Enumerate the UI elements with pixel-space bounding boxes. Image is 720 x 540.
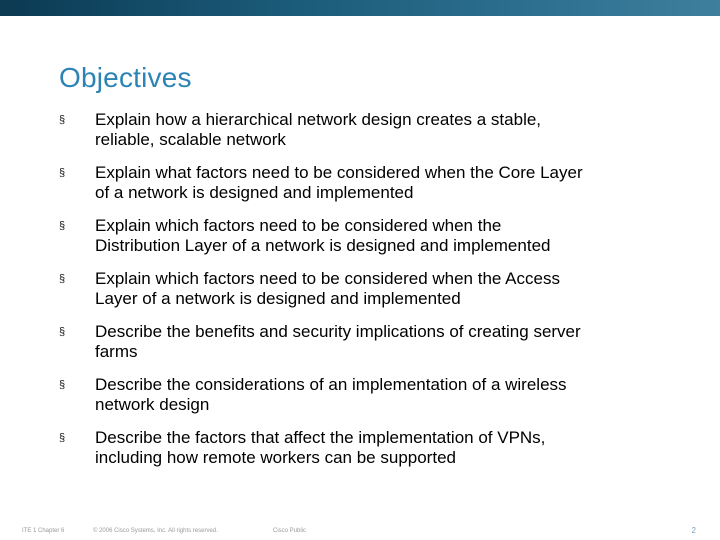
bullet-line: Explain which factors need to be considered when the (95, 216, 502, 235)
footer-course-label: ITE 1 Chapter 6 (22, 528, 65, 534)
bullet-line: Layer of a network is designed and implemented (95, 289, 461, 308)
bullet-marker-icon: § (59, 273, 66, 285)
list-item (59, 163, 679, 203)
list-item (59, 375, 679, 415)
bullet-line: network design (95, 395, 210, 414)
bullet-marker-icon: § (59, 220, 66, 232)
list-item (59, 428, 679, 468)
bullet-line: Explain what factors need to be considered when the Core Layer (95, 163, 583, 182)
bullet-line: Describe the benefits and security implications of creating server (95, 322, 581, 341)
bullet-marker-icon: § (59, 379, 66, 391)
list-item (59, 269, 679, 309)
bullet-marker-icon: § (59, 326, 66, 338)
bullet-line: Explain which factors need to be considered when the Access (95, 269, 560, 288)
list-item (59, 322, 679, 362)
bullet-marker-icon: § (59, 114, 66, 126)
list-item (59, 216, 679, 256)
bullet-line: Describe the considerations of an implementation of a wireless (95, 375, 567, 394)
bullet-marker-icon: § (59, 167, 66, 179)
bullet-line: farms (95, 342, 138, 361)
list-item (59, 110, 679, 150)
bullet-line: reliable, scalable network (95, 130, 286, 149)
bullet-line: including how remote workers can be supported (95, 448, 456, 467)
footer-copyright: © 2006 Cisco Systems, Inc. All rights reserved. (93, 528, 218, 534)
bullet-line: of a network is designed and implemented (95, 183, 414, 202)
objectives-list (59, 110, 679, 481)
bullet-line: Distribution Layer of a network is designed and implemented (95, 236, 551, 255)
bullet-line: Explain how a hierarchical network design creates a stable, (95, 110, 542, 129)
bullet-marker-icon: § (59, 432, 66, 444)
top-banner (0, 0, 720, 16)
page-number: 2 (691, 526, 696, 535)
slide-title: Objectives (59, 62, 192, 93)
bullet-line: Describe the factors that affect the implementation of VPNs, (95, 428, 546, 447)
footer-classification: Cisco Public (273, 528, 307, 534)
